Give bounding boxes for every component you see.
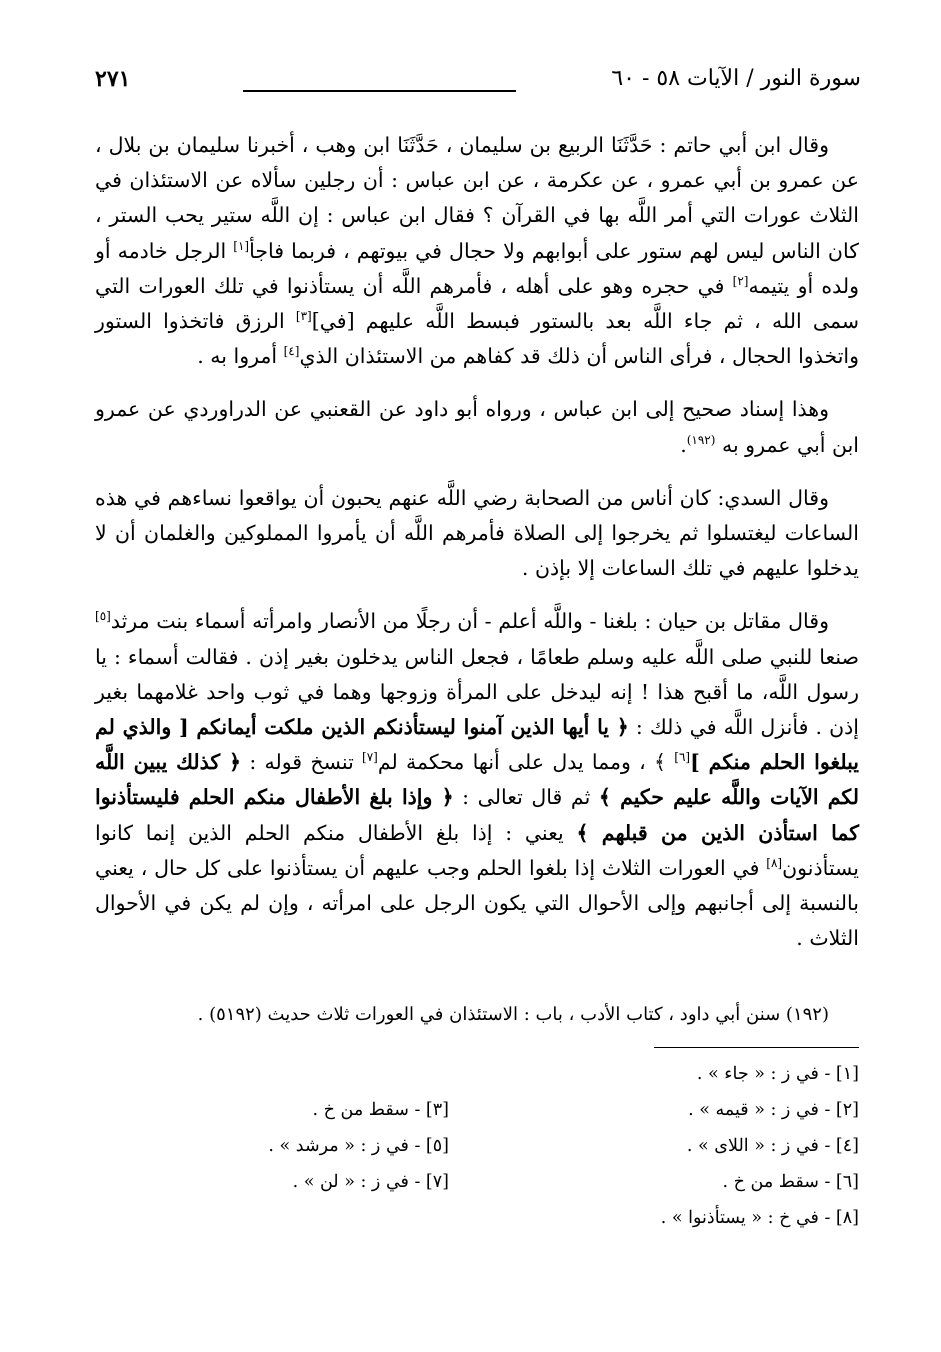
- text-run: الرزق فاتخذوا الستور واتخذوا الحجال ، فرأى الناس أن ذلك قد كفاهم من الاستئذان الذي: [95, 309, 859, 369]
- text-run: يعني : إذا بلغ الأطفال منكم الحلم الذين إنما كانوا يستأذنون: [95, 820, 859, 880]
- text-run: صنعا للنبي صلى اللَّه عليه وسلم طعامًا ، فجعل الناس يدخلون بغير إذن . فقالت أسماء : يا رسول اللَّه، ما أقبح هذا ! إنه ليدخل على المرأة وزوجها وهما في ثوب واحد غلامهما بغير إذن . فأنزل اللَّه في ذلك :: [95, 644, 859, 740]
- note-marker: [٨]: [766, 856, 783, 871]
- footnote-rule: [654, 1047, 859, 1048]
- note-marker: [٤]: [283, 344, 300, 359]
- note-7: [٧] - في ز : « لن » .: [292, 1172, 449, 1192]
- text-run: وقال مقاتل بن حيان : بلغنا - واللَّه أعلم - أن رجلًا من الأنصار وامرأته أسماء بنت مرثد: [110, 609, 829, 634]
- main-text: [95, 128, 859, 974]
- text-run: في العورات الثلاث إذا بلغوا الحلم وجب عليهم أن يستأذنوا على كل حال ، يعني بالنسبة إلى أجانبهم وإلى الأحوال التي يكون الرجل على امرأته ، وإن لم يكن في الأحوال الثلاث .: [95, 855, 859, 951]
- header-rule: [243, 90, 516, 92]
- note-marker: [٢]: [732, 273, 749, 288]
- text-run: ﴾ ، ومما يدل على أنها محكمة لم: [377, 750, 675, 775]
- running-title: سورة النور / الآيات ٥٨ - ٦٠: [611, 66, 861, 91]
- note-2: [٢] - في ز : « قيمه » .: [688, 1100, 859, 1120]
- note-8: [٨] - في خ : « يستأذنوا » .: [660, 1208, 859, 1228]
- note-marker: [٥]: [95, 609, 111, 624]
- quran-quote: ﴿ يا أيها الذين آمنوا ليستأذنكم الذين ملكت أيمانكم [ والذي لم يبلغوا الحلم منكم ]: [95, 715, 860, 775]
- text-run: وقال السدي: كان أناس من الصحابة رضي اللَّه عنهم يحبون أن يواقعوا نساءهم في هذه الساعات ليغتسلوا ثم يخرجوا إلى الصلاة فأمرهم اللَّه أن يأمروا المملوكين والغلمان أن لا يدخلوا عليهم في تلك الساعات إلا بإذن .: [95, 485, 859, 581]
- text-run: في حجره وهو على أهله ، فأمرهم اللَّه أن يستأذنوا في تلك العورات التي سمى الله ، ثم جاء اللَّه بعد بالستور فبسط اللَّه عليهم [في]: [95, 273, 859, 334]
- paragraph: [95, 604, 859, 956]
- note-4: [٤] - في ز : « اللاى » .: [686, 1136, 859, 1156]
- note-6: [٦] - سقط من خ .: [722, 1172, 859, 1192]
- text-run: ثم قال تعالى :: [453, 785, 599, 810]
- quran-quote: ﴿ وإذا بلغ الأطفال منكم الحلم فليستأذنوا كما استأذن الذين من قبلهم ﴾: [95, 785, 859, 845]
- page-header: [95, 66, 861, 106]
- text-run: الرجل خادمه أو ولده أو يتيمه: [95, 238, 859, 298]
- text-run: تنسخ قوله :: [241, 750, 363, 775]
- paragraph: [95, 481, 859, 587]
- note-3: [٣] - سقط من خ .: [312, 1100, 449, 1120]
- text-run: أمروا به .: [197, 344, 284, 369]
- note-5: [٥] - في ز : « مرشد » .: [268, 1136, 449, 1156]
- note-marker: [١]: [233, 238, 250, 253]
- note-marker: [٦]: [674, 750, 691, 765]
- quran-quote: ﴿ كذلك يبين اللَّه لكم الآيات واللَّه عليم حكيم ﴾: [95, 750, 860, 810]
- note-marker: [٧]: [362, 750, 378, 765]
- note-marker: (١٩٢): [686, 432, 716, 447]
- text-run: .: [680, 432, 687, 457]
- source-footnote: (١٩٢) سنن أبي داود ، كتاب الأدب ، باب : الاستئذان في العورات ثلاث حديث (٥١٩٢) .: [197, 1004, 829, 1025]
- note-marker: [٣]: [295, 309, 312, 324]
- text-run: وهذا إسناد صحيح إلى ابن عباس ، ورواه أبو داود عن القعنبي عن الدراوردي عن عمرو ابن أبي عمرو به: [95, 397, 859, 457]
- text-run: وقال ابن أبي حاتم : حَدَّثَنَا الربيع بن سليمان ، حَدَّثَنَا ابن وهب ، أخبرنا سليمان بن بلال ، عن عمرو بن أبي عمرو ، عن عكرمة ، عن ابن عباس : أن رجلين سألاه عن الاستئذان في الثلاث عورات التي أمر اللَّه بها في القرآن ؟ فقال ابن عباس : إن اللَّه ستير يحب الستر ، كان الناس ليس لهم ستور على أبوابهم ولا حجال في بيوتهم ، فربما فاجأ: [95, 133, 859, 263]
- paragraph: [95, 392, 859, 462]
- paragraph: [95, 128, 859, 374]
- page-number: ٢٧١: [95, 66, 131, 92]
- note-1: [١] - في ز : « جاء » .: [696, 1064, 859, 1084]
